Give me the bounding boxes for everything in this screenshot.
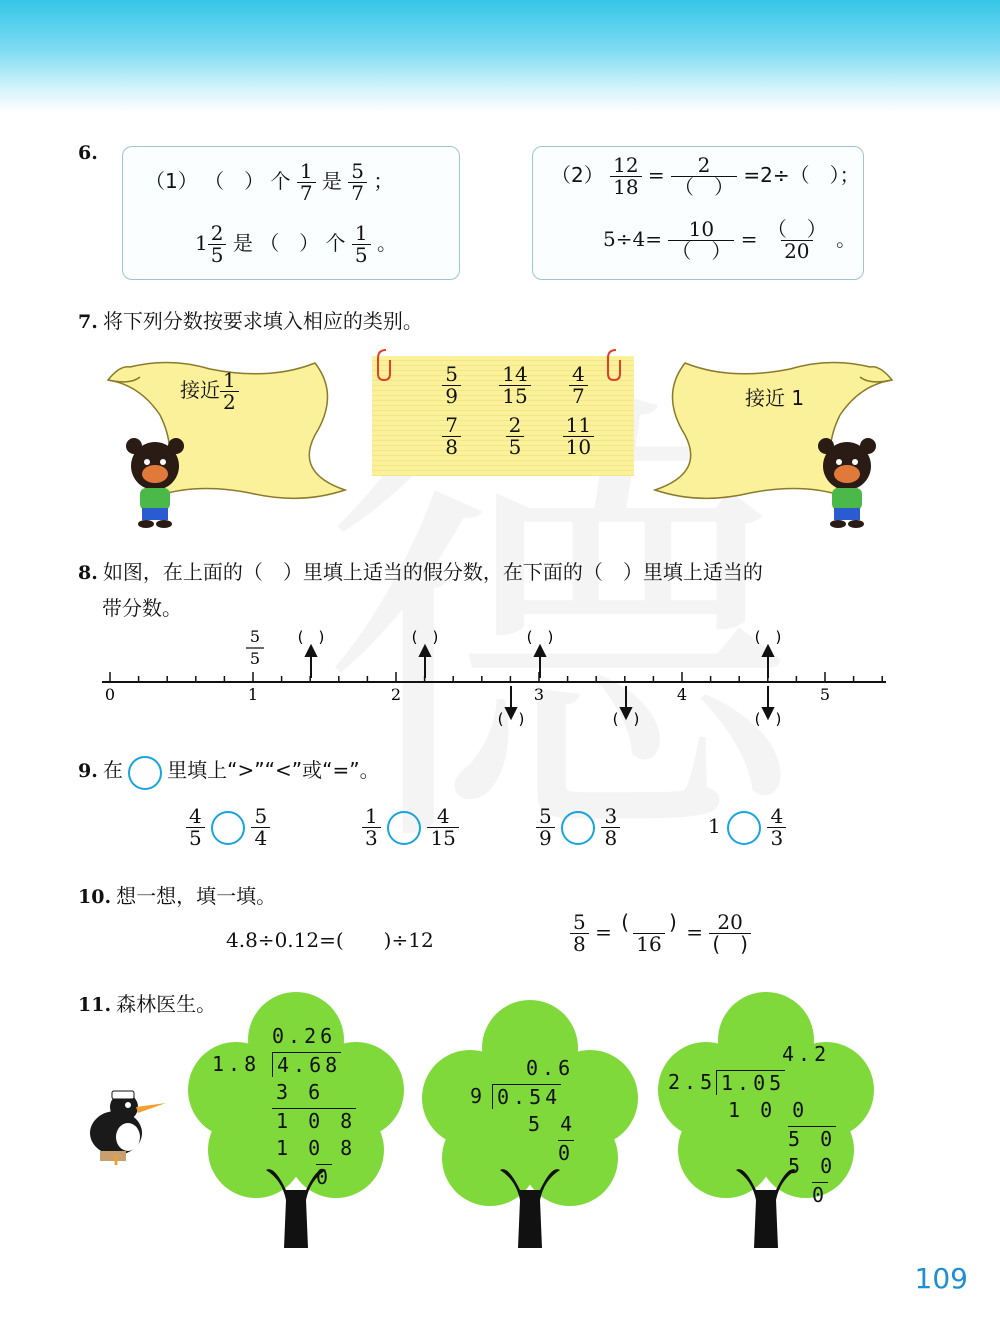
bear-left-icon — [120, 432, 190, 528]
fraction-card[interactable]: $\frac{14}{15}$ — [499, 364, 530, 407]
q6-number: 6. — [78, 142, 98, 164]
step: 3 6 — [276, 1080, 325, 1104]
fraction: $\frac{3}{8}$ — [601, 806, 620, 849]
compare-item — [362, 806, 459, 849]
q10-blank[interactable]: ( ) — [621, 910, 677, 934]
number-line-blank-up: ( ) — [297, 628, 325, 646]
q6-part1-line1: （1） （ ） 个 $\frac{1}{7}$ 是 $\frac{5}{7}$ ； — [145, 159, 394, 205]
q6-part2-card — [532, 146, 864, 280]
dividend: 0.54 — [492, 1084, 561, 1109]
q6-blank[interactable]: （ ） — [259, 231, 320, 255]
number-line — [90, 620, 900, 738]
compare-circle-icon — [128, 756, 162, 790]
q6-blank[interactable]: （ ） — [204, 169, 265, 193]
quotient: 0.6 — [526, 1056, 575, 1080]
paperclip-left-icon — [376, 348, 396, 382]
step: 5 4 — [528, 1112, 577, 1136]
fraction: $\frac{5}{7}$ — [348, 161, 367, 204]
q6-blank[interactable]: （ ） — [668, 240, 734, 262]
tick-label: 3 — [533, 685, 545, 704]
bear-right-icon — [812, 432, 882, 528]
q6-part2-line1: （2） $\frac{12}{18}$ = $\frac{2}{( )}$ =2÷（ ）； — [551, 153, 860, 199]
step: 5 0 — [788, 1154, 837, 1178]
tick-label: 2 — [390, 685, 402, 704]
fraction: $\frac{5}{9}$ — [536, 806, 555, 849]
fraction: $\frac{1}{3}$ — [362, 806, 381, 849]
q6-blank[interactable]: （ ） — [766, 217, 827, 241]
compare-item: 1 $\frac{4}{3}$ — [708, 806, 786, 849]
compare-item — [536, 806, 620, 849]
step: 5 0 — [788, 1127, 837, 1151]
tick-label: 5 — [819, 685, 831, 704]
fraction: $\frac{5}{8}$ — [570, 912, 589, 955]
step: 1 0 8 — [272, 1108, 356, 1133]
fraction-card[interactable]: $\frac{5}{9}$ — [442, 364, 461, 407]
page-number: 109 — [914, 1262, 968, 1295]
fraction: $\frac{1}{2}$ — [220, 370, 239, 413]
given-fraction-den: 5 — [249, 649, 261, 668]
tick-label: 4 — [676, 685, 688, 704]
number-line-blank-up: ( ) — [526, 628, 554, 646]
q6-part1-card — [122, 146, 460, 280]
q6-blank[interactable]: =2÷（ ）； — [743, 163, 860, 187]
divisor: 1.8 — [212, 1052, 261, 1076]
q9-heading: 9. 在 里填上“>”“<”或“=”。 — [78, 754, 380, 790]
fraction-card[interactable]: $\frac{4}{7}$ — [569, 364, 588, 407]
fraction: $\frac{1}{5}$ — [352, 223, 371, 266]
category-near-half[interactable]: 接近 $\frac{1}{2}$ — [180, 370, 239, 413]
compare-circle[interactable] — [561, 811, 595, 845]
fraction: $\frac{10}{( )}$ — [668, 219, 734, 262]
divisor: 2.5 — [668, 1070, 717, 1094]
tree-3 — [656, 990, 876, 1250]
fraction: $\frac{( )}{16}$ — [618, 912, 680, 955]
fraction: $\frac{5}{4}$ — [251, 806, 270, 849]
tick-label: 1 — [247, 685, 259, 704]
number-line-blank-up: ( ) — [754, 628, 782, 646]
q10-fraction-chain: $\frac{5}{8}$ = $\frac{( )}{16}$ = $\frac{20}{( )}$ — [570, 912, 751, 955]
fraction-card[interactable]: $\frac{11}{10}$ — [563, 415, 594, 458]
fraction: $\frac{4}{15}$ — [427, 806, 458, 849]
dividend: 4.68 — [272, 1052, 341, 1077]
quotient: 0.26 — [272, 1024, 337, 1048]
compare-item — [186, 806, 270, 849]
fraction: $\frac{4}{3}$ — [767, 806, 786, 849]
compare-circle[interactable] — [387, 811, 421, 845]
q10-blank[interactable]: ( ) — [709, 933, 751, 955]
number-line-blank-down: ( ) — [497, 710, 525, 728]
woodpecker-doctor-icon — [76, 1085, 172, 1167]
step: 0 — [316, 1165, 333, 1189]
divisor: 9 — [470, 1084, 487, 1108]
number-line-blank-up: ( ) — [411, 628, 439, 646]
q10-expression[interactable]: 4.8÷0.12=( )÷12 — [226, 928, 434, 952]
fraction: $\frac{2}{( )}$ — [671, 155, 737, 198]
q6-blank[interactable]: （ ） — [671, 176, 737, 198]
fraction: $\frac{20}{( )}$ — [709, 912, 751, 955]
step: 0 — [558, 1141, 575, 1165]
number-line-blank-down: ( ) — [612, 710, 640, 728]
step: 1 0 8 — [276, 1136, 357, 1160]
compare-circle[interactable] — [727, 811, 761, 845]
fraction-card[interactable]: $\frac{2}{5}$ — [506, 415, 525, 458]
number-line-blank-down: ( ) — [754, 710, 782, 728]
given-fraction-num: 5 — [249, 627, 261, 646]
compare-circle[interactable] — [211, 811, 245, 845]
q11-heading: 11. 森林医生。 — [78, 992, 217, 1016]
category-near-one[interactable]: 接近 1 — [745, 386, 805, 410]
quotient: 4.2 — [782, 1042, 831, 1066]
q6-part1-line2: 1 $\frac{2}{5}$ 是 （ ） 个 $\frac{1}{5}$ 。 — [195, 221, 397, 267]
q8-heading: 8. 如图，在上面的（ ）里填上适当的假分数，在下面的（ ）里填上适当的 — [78, 560, 763, 584]
header-sky-band — [0, 0, 1000, 112]
fraction: $\frac{1}{7}$ — [297, 161, 316, 204]
fraction: $\frac{2}{5}$ — [208, 223, 227, 266]
fraction: $\frac{( )}{20}$ — [764, 219, 830, 262]
tick-label: 0 — [104, 685, 116, 704]
fraction-grid — [420, 364, 610, 458]
fraction: $\frac{4}{5}$ — [186, 806, 205, 849]
fraction-card[interactable]: $\frac{7}{8}$ — [442, 415, 461, 458]
tree-1 — [186, 990, 406, 1250]
dividend: 1.05 — [716, 1070, 785, 1095]
q8-heading-line2: 带分数。 — [102, 596, 182, 620]
q6-part2-line2: 5÷4= $\frac{10}{( )}$ = $\frac{( )}{20}$ 。 — [603, 217, 857, 263]
tree-2 — [420, 998, 640, 1250]
q10-heading: 10. 想一想，填一填。 — [78, 884, 277, 908]
step: 0 — [812, 1183, 829, 1207]
step: 1 0 0 — [728, 1098, 809, 1122]
fraction: $\frac{12}{18}$ — [610, 155, 641, 198]
q7-heading: 7. 将下列分数按要求填入相应的类别。 — [78, 309, 423, 333]
